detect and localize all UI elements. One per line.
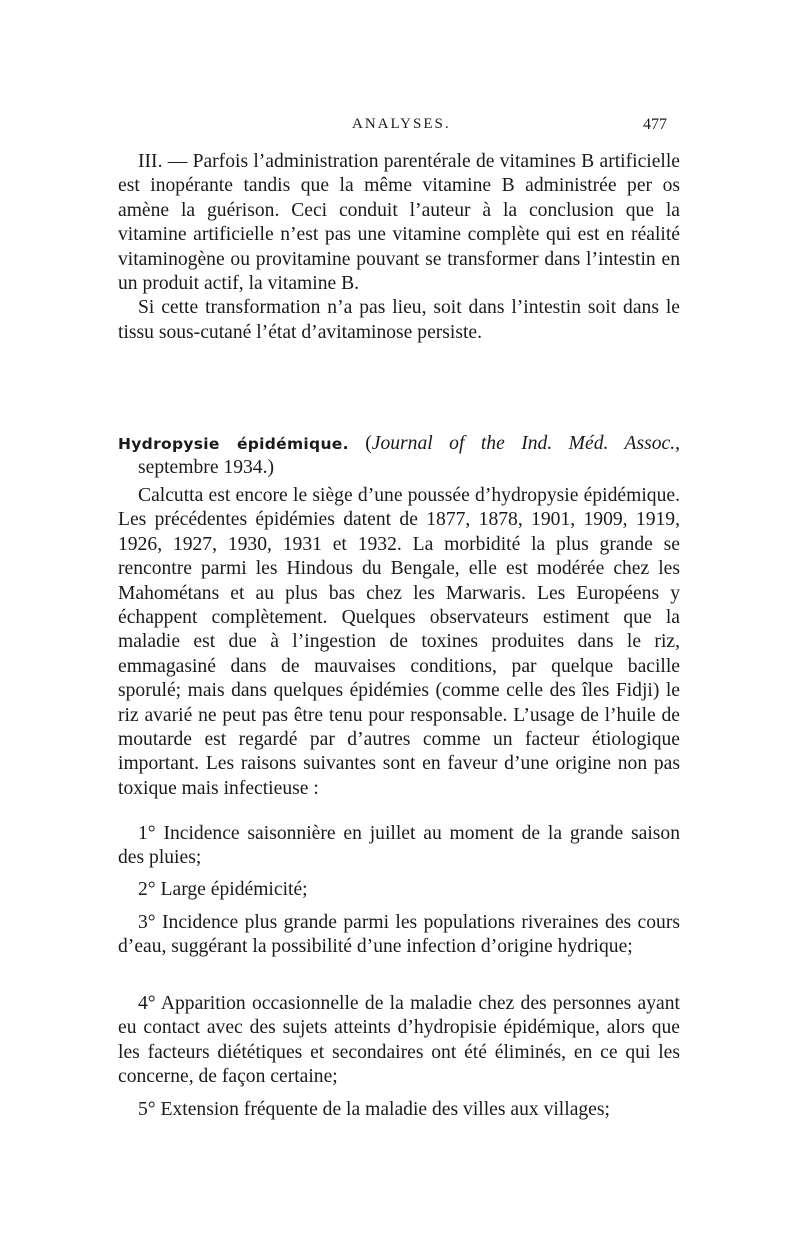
reasons-item-2: [118, 878, 680, 902]
reasons-item-3: [118, 911, 680, 960]
section-iii-paragraph-1: III. — Parfois l’administration parentérale de vitamines B artificielle est inopérante tandis que la même vitamine B administrée per os amène la guérison. Ceci conduit l’auteur à la conclusion que la vitamine artificielle n’est pas une vitamine complète qui est en réalité vitaminogène ou provitamine pouvant se transformer dans l’intestin en un produit actif, la vitamine B.: [118, 151, 680, 295]
article-body-paragraph: Calcutta est encore le siège d’une poussée d’hydropysie épidémique. Les précédentes épidémies datent de 1877, 1878, 1901, 1909, 1919, 1926, 1927, 1930, 1931 et 1932. La morbidité la plus grande se rencontre parmi les Hindous du Bengale, elle est modérée chez les Mahométans et au plus bas chez les Marwaris. Les Européens y échappent complètement. Quelques observateurs estiment que la maladie est due à l’ingestion de toxines produites dans le riz, emmagasiné dans de mauvaises conditions, par quelque bacille sporulé; mais dans quelques épidémies (comme celle des îles Fidji) le riz avarié ne peut pas être tenu pour responsable. L’usage de l’huile de moutarde est regardé par d’autres comme un facteur étiologique important. Les raisons suivantes sont en faveur d’une origine non pas toxique mais infectieuse :: [118, 485, 680, 799]
reason-1: 1° Incidence saisonnière en juillet au moment de la grande saison des pluies;: [118, 823, 680, 869]
section-iii-paragraph-2: Si cette transformation n’a pas lieu, soit dans l’intestin soit dans le tissu sous-cutané l’état d’avitaminose persiste.: [118, 297, 680, 343]
article-body: [118, 484, 680, 801]
reasons-item-5: [118, 1098, 680, 1122]
reason-5: 5° Extension fréquente de la maladie des villes aux villages;: [138, 1099, 610, 1120]
reasons-item-4: [118, 992, 680, 1090]
page-number: 477: [643, 116, 667, 133]
article-source: Journal of the Ind. Méd. Assoc.: [371, 433, 676, 454]
running-head: [0, 116, 800, 140]
source-open-paren: (: [365, 433, 372, 454]
reasons-item-1: [118, 822, 680, 871]
reason-3: 3° Incidence plus grande parmi les populations riveraines des cours d’eau, suggérant la possibilité d’une infection d’origine hydrique;: [118, 912, 680, 958]
reason-4: 4° Apparition occasionnelle de la maladie chez des personnes ayant eu contact avec des sujets atteints d’hydropisie épidémique, alors que les facteurs diététiques et secondaires ont été éliminés, en ce qui les concerne, de façon certaine;: [118, 993, 680, 1088]
article-heading: [118, 432, 680, 481]
article-title: Hydropysie épidémique.: [118, 435, 349, 453]
reason-2: 2° Large épidémicité;: [138, 879, 308, 900]
article-source-date: , septembre 1934.): [138, 433, 680, 479]
running-title: ANALYSES.: [352, 116, 451, 132]
article-citation: [118, 432, 680, 481]
section-iii: [118, 150, 680, 345]
